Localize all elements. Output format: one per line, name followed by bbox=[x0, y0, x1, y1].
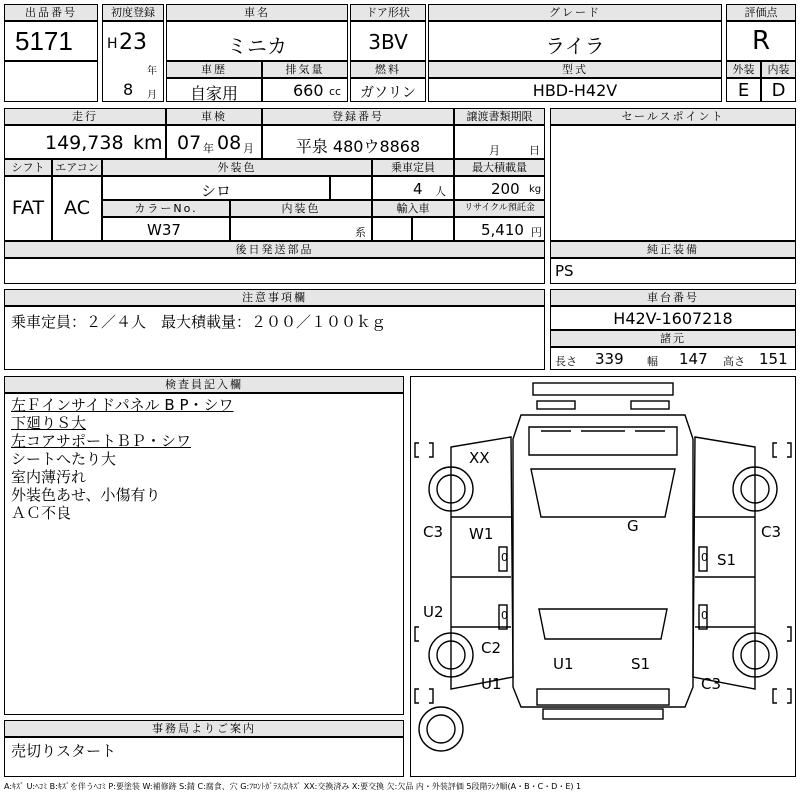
dims bbox=[550, 347, 796, 370]
car-name-value: ミニカ bbox=[227, 34, 287, 58]
length-value: 339 bbox=[595, 350, 624, 368]
mileage-unit: km bbox=[133, 132, 163, 154]
lot-number bbox=[4, 21, 98, 61]
office-value: 売切りスタート bbox=[11, 742, 117, 760]
recycle-label: リサイクル預託金 bbox=[454, 200, 545, 217]
chassis bbox=[550, 306, 796, 330]
fuel bbox=[350, 78, 426, 102]
shift-value: FAT bbox=[11, 197, 45, 219]
mark-zero: 0 bbox=[501, 551, 508, 564]
mark-u1-center: U1 bbox=[553, 655, 574, 673]
interior-color-label: 内装色 bbox=[230, 200, 372, 217]
displacement bbox=[262, 78, 348, 102]
inspection-month: 08 bbox=[217, 132, 242, 154]
seats bbox=[372, 176, 454, 200]
inspector-line: 室内薄汚れ bbox=[11, 468, 87, 486]
width-label: 幅 bbox=[647, 355, 658, 368]
model bbox=[428, 78, 722, 102]
inspector-line: ＡＣ不良 bbox=[11, 504, 72, 522]
exterior-value: E bbox=[737, 80, 750, 101]
inspector-line: 下廻りＳ大 bbox=[11, 414, 87, 432]
model-value: HBD-H42V bbox=[532, 81, 618, 100]
year-value: 23 bbox=[119, 30, 147, 55]
lot-label: 出品番号 bbox=[4, 4, 98, 21]
mark-s1-right: S1 bbox=[717, 551, 737, 569]
plate bbox=[262, 125, 454, 159]
seats-unit: 人 bbox=[435, 185, 446, 198]
inspection-year: 07 bbox=[177, 132, 202, 154]
fuel-value: ガソリン bbox=[360, 85, 416, 101]
transfer-day-unit: 日 bbox=[529, 144, 540, 157]
load-value: 200 bbox=[491, 180, 520, 198]
inspector-line: 左Ｆインサイドパネル B P・シワ bbox=[11, 396, 234, 414]
office-label: 事務局よりご案内 bbox=[4, 720, 404, 737]
car-diagram bbox=[410, 376, 796, 777]
displacement-value: 660 bbox=[293, 81, 324, 100]
shift bbox=[4, 176, 52, 241]
recycle-value: 5,410 bbox=[481, 221, 524, 239]
ac-label: エアコン bbox=[52, 159, 102, 176]
import-label: 輸入車 bbox=[372, 200, 454, 217]
inspection-month-unit: 月 bbox=[243, 142, 254, 155]
interior-grade bbox=[761, 78, 796, 102]
office bbox=[4, 737, 404, 777]
inspection bbox=[166, 125, 262, 159]
genuine bbox=[550, 258, 796, 284]
history-label: 車歴 bbox=[166, 61, 262, 78]
displacement-unit: cc bbox=[329, 85, 342, 98]
door-value: 3BV bbox=[368, 30, 408, 54]
caution-label: 注意事項欄 bbox=[4, 289, 545, 306]
plate-value: 平泉 480ウ8868 bbox=[295, 137, 421, 156]
color-extra bbox=[330, 176, 372, 200]
ac-value: AC bbox=[64, 197, 90, 219]
mark-c3-left: C3 bbox=[423, 523, 444, 541]
month-unit: 月 bbox=[147, 90, 157, 101]
caution bbox=[4, 306, 545, 370]
transfer-month-unit: 月 bbox=[489, 144, 500, 157]
inspector-notes bbox=[4, 393, 404, 715]
recycle-unit: 円 bbox=[531, 226, 542, 239]
fuel-label: 燃料 bbox=[350, 61, 426, 78]
genuine-value: PS bbox=[555, 262, 574, 280]
history-value: 自家用 bbox=[189, 84, 238, 103]
door-label: ドア形状 bbox=[350, 4, 426, 21]
load bbox=[454, 176, 545, 200]
mark-g: G bbox=[627, 517, 639, 535]
import-b bbox=[412, 217, 454, 241]
caution-value: 乗車定員：２／４人 最大積載量：２００／１００ｋｇ bbox=[11, 313, 387, 331]
grade-value: ライラ bbox=[545, 34, 605, 58]
chassis-value: H42V-1607218 bbox=[613, 309, 733, 328]
load-unit: kg bbox=[529, 184, 542, 195]
mileage-label: 走行 bbox=[4, 108, 166, 125]
car-name bbox=[166, 21, 348, 61]
height-value: 151 bbox=[759, 350, 788, 368]
interior-color bbox=[230, 217, 372, 241]
history bbox=[166, 78, 262, 102]
month-value: 8 bbox=[123, 80, 134, 99]
exterior-grade bbox=[726, 78, 761, 102]
color bbox=[102, 176, 330, 200]
mileage-value: 149,738 bbox=[45, 132, 124, 154]
inspector-line: 左コアサポートＢＰ・シワ bbox=[11, 432, 192, 450]
displacement-label: 排気量 bbox=[262, 61, 348, 78]
model-label: 型式 bbox=[428, 61, 722, 78]
first-registration-label: 初度登録 bbox=[102, 4, 164, 21]
mark-zero: 0 bbox=[701, 551, 708, 564]
shift-label: シフト bbox=[4, 159, 52, 176]
load-label: 最大積載量 bbox=[454, 159, 545, 176]
sales-point-label: セールスポイント bbox=[550, 108, 796, 125]
year-unit: 年 bbox=[147, 66, 157, 77]
recycle bbox=[454, 217, 545, 241]
grade-label: グレード bbox=[428, 4, 722, 21]
seats-value: 4 bbox=[413, 180, 423, 198]
mark-w1: W1 bbox=[469, 525, 494, 543]
car-outline-icon bbox=[411, 377, 795, 776]
inspector-line: シートへたり大 bbox=[11, 450, 117, 468]
mark-c3-rear: C3 bbox=[701, 675, 722, 693]
score-label: 評価点 bbox=[726, 4, 796, 21]
genuine-label: 純正装備 bbox=[550, 241, 796, 258]
score bbox=[726, 21, 796, 61]
length-label: 長さ bbox=[555, 355, 577, 368]
color-label: 外装色 bbox=[102, 159, 372, 176]
inspection-year-unit: 年 bbox=[203, 142, 214, 155]
inspector-line: 外装色あせ、小傷有り bbox=[11, 486, 161, 504]
later-parts-label: 後日発送部品 bbox=[4, 241, 545, 258]
mark-zero: 0 bbox=[701, 609, 708, 622]
inspector-label: 検査員記入欄 bbox=[4, 376, 404, 393]
color-no-value: W37 bbox=[147, 221, 181, 239]
import-a bbox=[372, 217, 412, 241]
first-registration bbox=[102, 21, 164, 102]
sales-point bbox=[550, 125, 796, 241]
mark-u1-left: U1 bbox=[481, 675, 502, 693]
chassis-label: 車台番号 bbox=[550, 289, 796, 306]
legend-footer: A:ｷｽﾞ U:ﾍｺﾐ B:ｷｽﾞを伴うﾍｺﾐ P:要塗装 W:補修跡 S:錆 C:腐食、穴 G:ﾌﾛﾝﾄｶﾞﾗｽ点ｷｽﾞ XX:交換済み X:要交換 欠:欠品 内・外装評価 5段階ﾗﾝｸ順(A・B・C・D・E) 1 bbox=[4, 782, 582, 791]
mark-u2: U2 bbox=[423, 603, 444, 621]
inspection-label: 車検 bbox=[166, 108, 262, 125]
interior-color-unit: 系 bbox=[355, 226, 366, 239]
interior-label: 内装 bbox=[761, 61, 796, 78]
height-label: 高さ bbox=[723, 355, 745, 368]
seats-label: 乗車定員 bbox=[372, 159, 454, 176]
mark-s1-rear: S1 bbox=[631, 655, 651, 673]
era-value: H bbox=[107, 36, 118, 52]
mark-c3-right: C3 bbox=[761, 523, 782, 541]
later-parts bbox=[4, 258, 545, 284]
lot-blank bbox=[4, 61, 98, 102]
door-type bbox=[350, 21, 426, 61]
mark-c2: C2 bbox=[481, 639, 502, 657]
plate-label: 登録番号 bbox=[262, 108, 454, 125]
color-value: シロ bbox=[200, 182, 231, 200]
color-no-label: カラーNo. bbox=[102, 200, 230, 217]
dims-label: 諸元 bbox=[550, 330, 796, 347]
interior-value: D bbox=[771, 80, 786, 101]
transfer bbox=[454, 125, 545, 159]
width-value: 147 bbox=[679, 350, 708, 368]
exterior-label: 外装 bbox=[726, 61, 761, 78]
transfer-label: 譲渡書類期限 bbox=[454, 108, 545, 125]
mark-zero: 0 bbox=[501, 609, 508, 622]
car-name-label: 車名 bbox=[166, 4, 348, 21]
lot-number-value: 5171 bbox=[15, 26, 73, 56]
color-no bbox=[102, 217, 230, 241]
mileage bbox=[4, 125, 166, 159]
mark-xx: XX bbox=[469, 449, 490, 467]
score-value: R bbox=[751, 26, 771, 56]
ac bbox=[52, 176, 102, 241]
grade bbox=[428, 21, 722, 61]
